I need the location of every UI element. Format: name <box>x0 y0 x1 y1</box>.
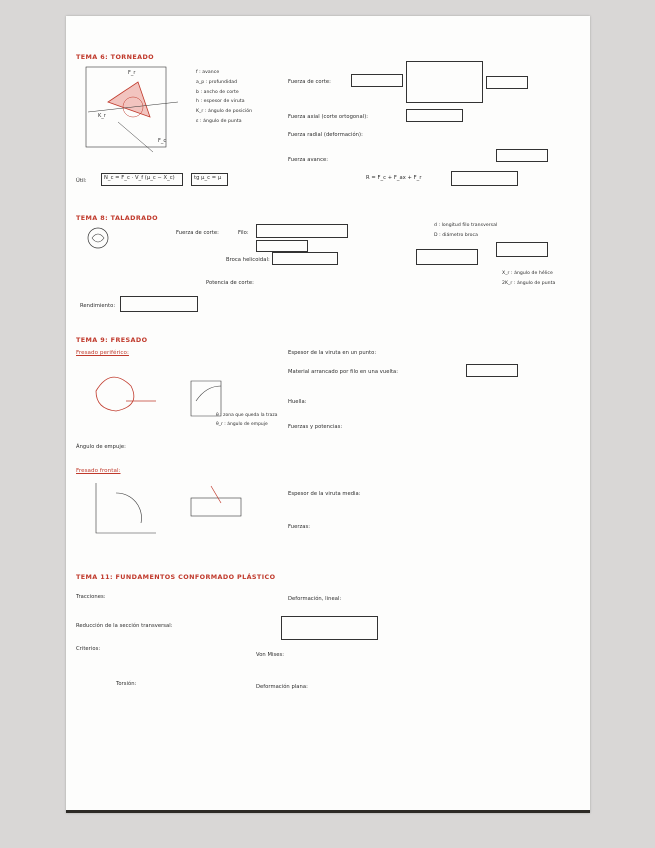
page-bottom-edge <box>66 810 590 813</box>
label-espesor-punto: Espesor de la viruta en un punto: <box>288 350 377 356</box>
label-torsion: Torsión: <box>116 681 137 687</box>
note-tg: tg μ_c = μ <box>194 175 222 181</box>
legend-item: f : avance <box>196 70 220 75</box>
legend-item: ε : ángulo de punta <box>196 118 242 124</box>
formula-box <box>406 109 463 122</box>
label-fuerzas: Fuerzas: <box>288 524 311 530</box>
formula-box <box>256 224 348 238</box>
label-espesor-media: Espesor de la viruta media: <box>288 491 361 497</box>
svg-text:F_c: F_c <box>158 138 167 144</box>
label-deformacion-plana: Deformación plana: <box>256 684 308 690</box>
label-fuerzas-potencias: Fuerzas y potencias: <box>288 424 343 430</box>
label-potencia: Potencia de corte: <box>206 280 254 286</box>
label-filo: Filo: <box>238 230 249 236</box>
label-deformacion-lineal: Deformación, lineal: <box>288 596 342 602</box>
drill-icon <box>86 226 110 250</box>
label-fresado-frontal: Fresado frontal: <box>76 468 121 474</box>
legend-item: 2K_r : ángulo de punta <box>502 281 556 286</box>
legend-item: θ : zona que queda la traza <box>216 413 278 418</box>
label-fuerza-radial: Fuerza radial (deformación): <box>288 132 363 138</box>
label-tracciones: Tracciones: <box>76 594 106 600</box>
formula-box <box>120 296 198 312</box>
milling-frontal-diagram <box>86 478 246 538</box>
label-von-mises: Von Mises: <box>256 652 285 658</box>
formula-box <box>281 616 378 640</box>
formula-resultante: R = F_c + F_ax + F_r <box>366 175 422 181</box>
label-fresado-periferico: Fresado periférico: <box>76 350 129 356</box>
label-fuerza-axial: Fuerza axial (corte ortogonal): <box>288 114 369 120</box>
section-title-fresado: TEMA 9: FRESADO <box>76 336 148 344</box>
formula-box <box>466 364 518 377</box>
section-title-conformado: TEMA 11: FUNDAMENTOS CONFORMADO PLÁSTICO <box>76 573 276 581</box>
formula-box <box>451 171 518 186</box>
formula-box <box>256 240 308 252</box>
label-broca: Broca helicoidal: <box>226 257 270 263</box>
label-fuerza-avance: Fuerza avance: <box>288 157 329 163</box>
formula-box <box>496 149 548 162</box>
formula-box <box>416 249 478 265</box>
label-angulo-empuje: Ángulo de empuje: <box>76 444 126 450</box>
formula-util: N_c = F_c · V_f (μ_c − X_c) <box>104 175 175 181</box>
legend-item: b : ancho de corte <box>196 89 239 95</box>
legend-item: θ_r : ángulo de empuje <box>216 422 268 427</box>
legend-item: d : longitud filo transversal <box>434 223 498 228</box>
formula-box <box>496 242 548 257</box>
label-fuerza-corte: Fuerza de corte: <box>288 79 331 85</box>
label-huella: Huella: <box>288 399 307 405</box>
label-criterios: Criterios: <box>76 646 101 652</box>
formula-box <box>406 61 483 103</box>
label-fuerza-corte-taladro: Fuerza de corte: <box>176 230 219 236</box>
legend-item: a_p : profundidad <box>196 79 238 85</box>
legend-item: D : diámetro broca <box>434 233 478 238</box>
label-rendimiento: Rendimiento: <box>80 303 116 309</box>
formula-box <box>272 252 338 265</box>
label-reduccion-seccion: Reducción de la sección transversal: <box>76 623 173 629</box>
document-page <box>66 16 590 813</box>
formula-box <box>351 74 403 87</box>
turning-tool-diagram <box>78 62 188 162</box>
legend-item: h : espesor de viruta <box>196 99 245 105</box>
label-util: Útil: <box>76 178 87 184</box>
svg-text:K_r: K_r <box>98 113 106 119</box>
legend-item: K_r : ángulo de posición <box>196 109 253 115</box>
section-title-torneado: TEMA 6: TORNEADO <box>76 53 154 61</box>
svg-text:F_r: F_r <box>128 70 136 76</box>
legend-item: X_r : ángulo de hélice <box>502 271 553 276</box>
formula-box <box>486 76 528 89</box>
section-title-taladrado: TEMA 8: TALADRADO <box>76 214 159 222</box>
label-material-arrancado: Material arrancado por filo en una vuelta: <box>288 369 399 375</box>
